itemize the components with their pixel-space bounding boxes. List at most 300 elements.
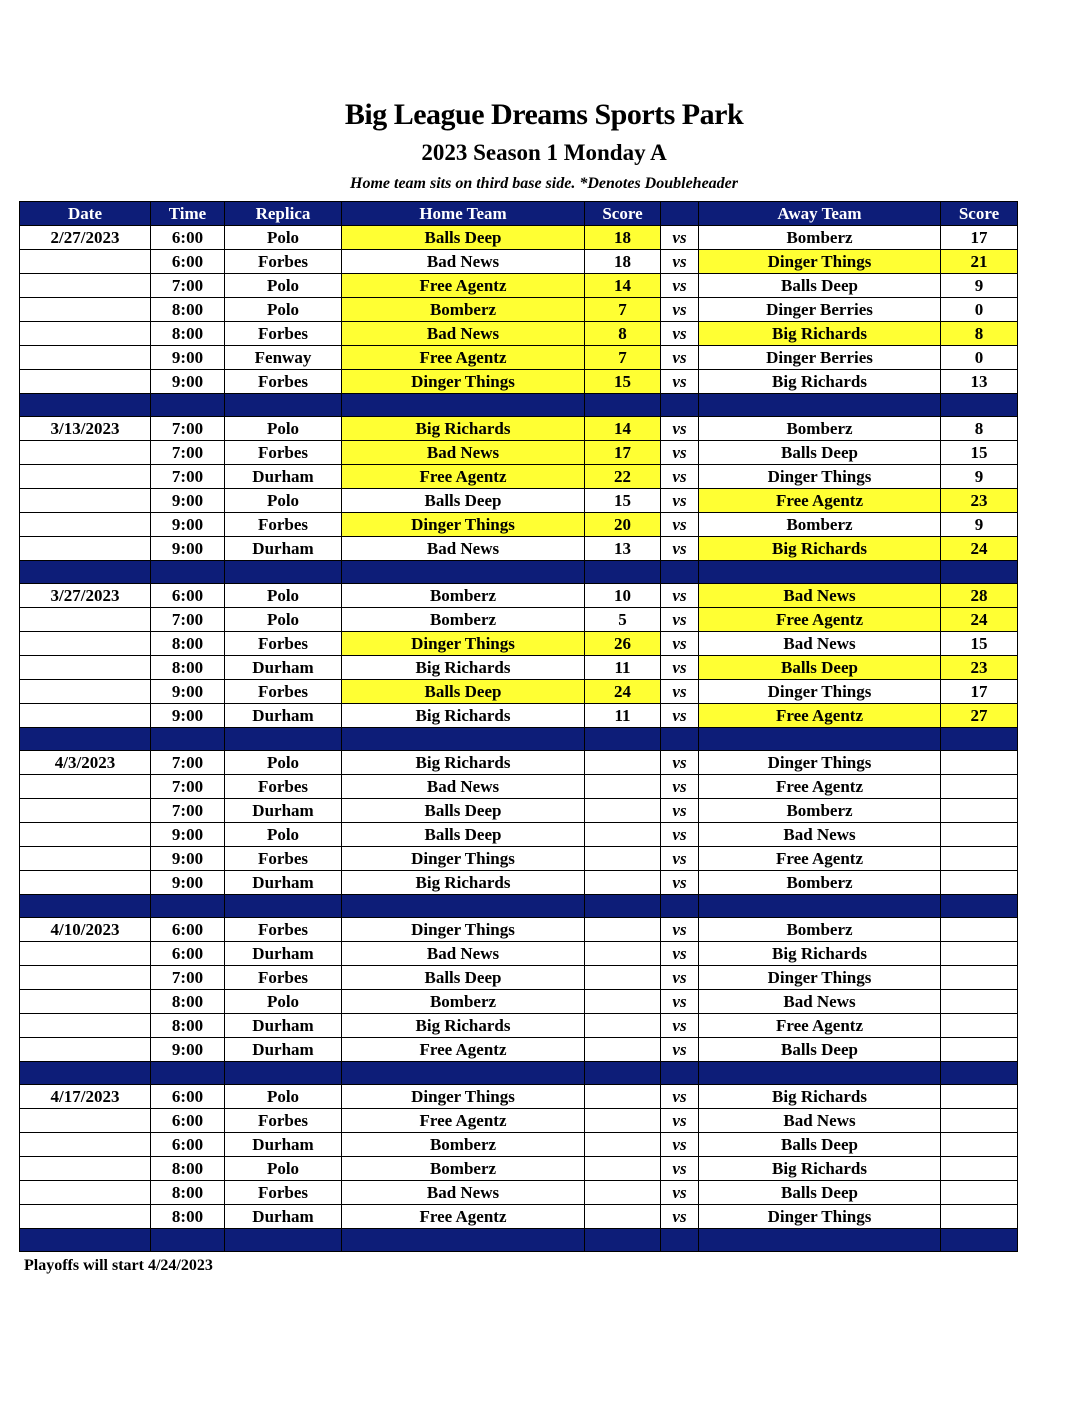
separator-cell — [699, 1229, 941, 1252]
game-date-empty — [20, 513, 151, 537]
game-date-empty — [20, 847, 151, 871]
game-time: 9:00 — [151, 847, 225, 871]
home-team: Balls Deep — [342, 680, 585, 704]
home-score — [585, 1109, 661, 1133]
home-score — [585, 966, 661, 990]
separator-cell — [225, 394, 342, 417]
game-date-empty — [20, 489, 151, 513]
home-team: Free Agentz — [342, 346, 585, 370]
table-row — [20, 584, 1018, 608]
home-score — [585, 775, 661, 799]
separator-cell — [342, 1229, 585, 1252]
schedule-table — [19, 201, 1018, 1252]
home-team: Bad News — [342, 322, 585, 346]
away-team: Big Richards — [699, 1085, 941, 1109]
game-time: 8:00 — [151, 1181, 225, 1205]
game-field: Durham — [225, 704, 342, 728]
home-score: 10 — [585, 584, 661, 608]
header-away-score: Score — [941, 202, 1018, 226]
away-score: 24 — [941, 608, 1018, 632]
away-team: Free Agentz — [699, 704, 941, 728]
home-score: 8 — [585, 322, 661, 346]
away-team: Balls Deep — [699, 1181, 941, 1205]
game-time: 9:00 — [151, 823, 225, 847]
game-time: 9:00 — [151, 704, 225, 728]
separator-cell — [342, 394, 585, 417]
vs-label: vs — [661, 584, 699, 608]
home-score — [585, 1133, 661, 1157]
game-time: 6:00 — [151, 942, 225, 966]
separator-cell — [661, 394, 699, 417]
vs-label: vs — [661, 966, 699, 990]
game-field: Durham — [225, 1038, 342, 1062]
game-date-empty — [20, 704, 151, 728]
away-team: Bad News — [699, 632, 941, 656]
away-team: Free Agentz — [699, 1014, 941, 1038]
separator-cell — [585, 394, 661, 417]
home-score — [585, 1205, 661, 1229]
separator-cell — [151, 895, 225, 918]
table-row — [20, 871, 1018, 895]
away-score — [941, 1133, 1018, 1157]
home-score: 20 — [585, 513, 661, 537]
game-field: Polo — [225, 608, 342, 632]
away-team: Bad News — [699, 823, 941, 847]
away-score — [941, 966, 1018, 990]
game-date-empty — [20, 775, 151, 799]
week-separator — [20, 561, 1018, 584]
home-score — [585, 1181, 661, 1205]
game-field: Durham — [225, 465, 342, 489]
game-field: Forbes — [225, 966, 342, 990]
game-date-empty — [20, 680, 151, 704]
away-score: 23 — [941, 656, 1018, 680]
vs-label: vs — [661, 1133, 699, 1157]
table-row — [20, 322, 1018, 346]
away-team: Dinger Things — [699, 680, 941, 704]
table-row — [20, 1157, 1018, 1181]
home-team: Big Richards — [342, 656, 585, 680]
separator-cell — [151, 728, 225, 751]
separator-cell — [151, 394, 225, 417]
home-team: Bad News — [342, 1181, 585, 1205]
separator-cell — [585, 561, 661, 584]
home-team: Bad News — [342, 250, 585, 274]
away-score — [941, 918, 1018, 942]
vs-label: vs — [661, 608, 699, 632]
separator-cell — [699, 1062, 941, 1085]
away-team: Dinger Berries — [699, 346, 941, 370]
away-team: Big Richards — [699, 370, 941, 394]
separator-cell — [342, 728, 585, 751]
table-row — [20, 489, 1018, 513]
vs-label: vs — [661, 1038, 699, 1062]
separator-cell — [225, 561, 342, 584]
away-score: 28 — [941, 584, 1018, 608]
game-time: 6:00 — [151, 1133, 225, 1157]
away-team: Bad News — [699, 990, 941, 1014]
game-time: 9:00 — [151, 1038, 225, 1062]
game-time: 6:00 — [151, 1109, 225, 1133]
home-score — [585, 823, 661, 847]
home-team: Big Richards — [342, 871, 585, 895]
away-score — [941, 1109, 1018, 1133]
game-time: 9:00 — [151, 489, 225, 513]
home-score: 15 — [585, 489, 661, 513]
vs-label: vs — [661, 990, 699, 1014]
home-team: Dinger Things — [342, 918, 585, 942]
game-time: 9:00 — [151, 346, 225, 370]
game-time: 7:00 — [151, 608, 225, 632]
separator-cell — [661, 895, 699, 918]
game-date-empty — [20, 370, 151, 394]
vs-label: vs — [661, 489, 699, 513]
game-field: Forbes — [225, 632, 342, 656]
home-score: 11 — [585, 656, 661, 680]
page-subtitle: 2023 Season 1 Monday A — [421, 140, 667, 165]
separator-cell — [585, 1062, 661, 1085]
home-team: Balls Deep — [342, 799, 585, 823]
away-score — [941, 1205, 1018, 1229]
table-row — [20, 823, 1018, 847]
vs-label: vs — [661, 1085, 699, 1109]
table-row — [20, 274, 1018, 298]
separator-cell — [225, 1062, 342, 1085]
home-team: Dinger Things — [342, 632, 585, 656]
away-team: Dinger Things — [699, 465, 941, 489]
away-score: 9 — [941, 513, 1018, 537]
game-time: 6:00 — [151, 226, 225, 250]
game-date: 4/10/2023 — [20, 918, 151, 942]
away-score — [941, 871, 1018, 895]
table-row — [20, 465, 1018, 489]
game-time: 7:00 — [151, 274, 225, 298]
separator-cell — [20, 1062, 151, 1085]
game-field: Polo — [225, 584, 342, 608]
away-team: Bomberz — [699, 871, 941, 895]
table-row — [20, 1085, 1018, 1109]
game-date-empty — [20, 322, 151, 346]
away-team: Big Richards — [699, 942, 941, 966]
game-field: Durham — [225, 656, 342, 680]
vs-label: vs — [661, 1181, 699, 1205]
week-separator — [20, 394, 1018, 417]
separator-cell — [225, 895, 342, 918]
away-score: 24 — [941, 537, 1018, 561]
away-score — [941, 1014, 1018, 1038]
game-field: Polo — [225, 751, 342, 775]
home-team: Bomberz — [342, 1157, 585, 1181]
separator-cell — [342, 895, 585, 918]
vs-label: vs — [661, 322, 699, 346]
table-row — [20, 226, 1018, 250]
vs-label: vs — [661, 417, 699, 441]
game-date-empty — [20, 799, 151, 823]
separator-cell — [585, 895, 661, 918]
home-score: 7 — [585, 346, 661, 370]
away-team: Balls Deep — [699, 274, 941, 298]
game-field: Forbes — [225, 1109, 342, 1133]
separator-cell — [699, 561, 941, 584]
game-field: Durham — [225, 871, 342, 895]
game-date-empty — [20, 1205, 151, 1229]
vs-label: vs — [661, 656, 699, 680]
game-time: 7:00 — [151, 751, 225, 775]
vs-label: vs — [661, 513, 699, 537]
table-row — [20, 704, 1018, 728]
vs-label: vs — [661, 799, 699, 823]
game-field: Polo — [225, 274, 342, 298]
away-score: 8 — [941, 322, 1018, 346]
game-field: Polo — [225, 1085, 342, 1109]
away-team: Dinger Things — [699, 966, 941, 990]
vs-label: vs — [661, 298, 699, 322]
game-field: Durham — [225, 1014, 342, 1038]
away-score — [941, 847, 1018, 871]
table-row — [20, 775, 1018, 799]
away-score — [941, 1157, 1018, 1181]
game-date-empty — [20, 537, 151, 561]
away-team: Free Agentz — [699, 608, 941, 632]
game-field: Polo — [225, 417, 342, 441]
table-row — [20, 1038, 1018, 1062]
game-time: 6:00 — [151, 1085, 225, 1109]
table-row — [20, 847, 1018, 871]
table-row — [20, 656, 1018, 680]
game-time: 8:00 — [151, 1014, 225, 1038]
home-score: 17 — [585, 441, 661, 465]
away-team: Bomberz — [699, 918, 941, 942]
game-date-empty — [20, 1038, 151, 1062]
table-row — [20, 250, 1018, 274]
table-row — [20, 799, 1018, 823]
home-team: Bad News — [342, 942, 585, 966]
separator-cell — [941, 1062, 1018, 1085]
home-score — [585, 847, 661, 871]
home-team: Dinger Things — [342, 513, 585, 537]
home-team: Big Richards — [342, 417, 585, 441]
game-field: Forbes — [225, 513, 342, 537]
home-score — [585, 1157, 661, 1181]
home-team: Big Richards — [342, 1014, 585, 1038]
home-score: 14 — [585, 274, 661, 298]
separator-cell — [941, 394, 1018, 417]
away-score: 8 — [941, 417, 1018, 441]
home-score: 22 — [585, 465, 661, 489]
home-team: Dinger Things — [342, 370, 585, 394]
away-team: Balls Deep — [699, 1038, 941, 1062]
separator-cell — [20, 394, 151, 417]
vs-label: vs — [661, 847, 699, 871]
separator-cell — [661, 728, 699, 751]
game-field: Polo — [225, 823, 342, 847]
table-row — [20, 298, 1018, 322]
home-team: Dinger Things — [342, 1085, 585, 1109]
vs-label: vs — [661, 871, 699, 895]
game-date: 3/27/2023 — [20, 584, 151, 608]
home-team: Bomberz — [342, 990, 585, 1014]
game-date-empty — [20, 942, 151, 966]
game-field: Durham — [225, 1205, 342, 1229]
away-team: Bomberz — [699, 417, 941, 441]
game-field: Polo — [225, 1157, 342, 1181]
game-time: 9:00 — [151, 871, 225, 895]
home-team: Balls Deep — [342, 489, 585, 513]
home-team: Free Agentz — [342, 1205, 585, 1229]
separator-cell — [585, 728, 661, 751]
week-separator — [20, 1229, 1018, 1252]
separator-cell — [151, 1229, 225, 1252]
game-field: Durham — [225, 537, 342, 561]
vs-label: vs — [661, 918, 699, 942]
home-score: 15 — [585, 370, 661, 394]
home-team: Balls Deep — [342, 823, 585, 847]
home-team: Big Richards — [342, 704, 585, 728]
home-score — [585, 1085, 661, 1109]
footer-note: Playoffs will start 4/24/2023 — [24, 1257, 213, 1274]
game-time: 8:00 — [151, 1157, 225, 1181]
game-field: Forbes — [225, 680, 342, 704]
away-team: Big Richards — [699, 322, 941, 346]
away-score: 0 — [941, 346, 1018, 370]
game-date-empty — [20, 1109, 151, 1133]
vs-label: vs — [661, 441, 699, 465]
schedule-body — [20, 226, 1018, 1252]
away-score — [941, 799, 1018, 823]
header-date: Date — [20, 202, 151, 226]
header-replica: Replica — [225, 202, 342, 226]
home-team: Bomberz — [342, 608, 585, 632]
game-date-empty — [20, 250, 151, 274]
away-team: Big Richards — [699, 537, 941, 561]
game-time: 8:00 — [151, 322, 225, 346]
game-date: 4/3/2023 — [20, 751, 151, 775]
table-row — [20, 1109, 1018, 1133]
game-time: 7:00 — [151, 417, 225, 441]
game-time: 8:00 — [151, 1205, 225, 1229]
week-separator — [20, 1062, 1018, 1085]
table-row — [20, 966, 1018, 990]
home-score: 26 — [585, 632, 661, 656]
home-score — [585, 871, 661, 895]
game-date: 2/27/2023 — [20, 226, 151, 250]
header-home-team: Home Team — [342, 202, 585, 226]
game-date-empty — [20, 465, 151, 489]
vs-label: vs — [661, 680, 699, 704]
home-score: 18 — [585, 250, 661, 274]
vs-label: vs — [661, 537, 699, 561]
game-field: Polo — [225, 990, 342, 1014]
game-date-empty — [20, 1133, 151, 1157]
game-time: 9:00 — [151, 680, 225, 704]
away-score: 15 — [941, 632, 1018, 656]
away-score: 13 — [941, 370, 1018, 394]
vs-label: vs — [661, 250, 699, 274]
vs-label: vs — [661, 274, 699, 298]
away-team: Big Richards — [699, 1157, 941, 1181]
schedule-note: Home team sits on third base side. *Denotes Doubleheader — [350, 175, 738, 192]
game-field: Forbes — [225, 847, 342, 871]
home-team: Bomberz — [342, 1133, 585, 1157]
home-score — [585, 1014, 661, 1038]
away-team: Dinger Berries — [699, 298, 941, 322]
home-team: Bomberz — [342, 298, 585, 322]
away-team: Free Agentz — [699, 489, 941, 513]
vs-label: vs — [661, 704, 699, 728]
game-date-empty — [20, 346, 151, 370]
week-separator — [20, 728, 1018, 751]
table-row — [20, 942, 1018, 966]
vs-label: vs — [661, 942, 699, 966]
home-score: 14 — [585, 417, 661, 441]
game-date-empty — [20, 990, 151, 1014]
game-field: Forbes — [225, 775, 342, 799]
table-header-row — [20, 202, 1018, 226]
header-time: Time — [151, 202, 225, 226]
home-score — [585, 942, 661, 966]
table-row — [20, 918, 1018, 942]
separator-cell — [941, 728, 1018, 751]
home-score — [585, 799, 661, 823]
away-score: 0 — [941, 298, 1018, 322]
away-team: Dinger Things — [699, 751, 941, 775]
game-field: Forbes — [225, 441, 342, 465]
game-field: Forbes — [225, 370, 342, 394]
table-row — [20, 441, 1018, 465]
home-team: Bad News — [342, 441, 585, 465]
home-team: Free Agentz — [342, 1109, 585, 1133]
game-date-empty — [20, 298, 151, 322]
away-team: Free Agentz — [699, 775, 941, 799]
separator-cell — [151, 561, 225, 584]
away-team: Bomberz — [699, 799, 941, 823]
vs-label: vs — [661, 346, 699, 370]
separator-cell — [941, 895, 1018, 918]
home-score — [585, 990, 661, 1014]
game-field: Polo — [225, 226, 342, 250]
game-time: 6:00 — [151, 250, 225, 274]
game-time: 7:00 — [151, 441, 225, 465]
game-time: 7:00 — [151, 966, 225, 990]
away-score — [941, 1181, 1018, 1205]
game-field: Durham — [225, 1133, 342, 1157]
table-row — [20, 1014, 1018, 1038]
vs-label: vs — [661, 465, 699, 489]
table-row — [20, 990, 1018, 1014]
home-team: Bad News — [342, 537, 585, 561]
game-field: Forbes — [225, 250, 342, 274]
game-time: 8:00 — [151, 298, 225, 322]
away-score: 17 — [941, 680, 1018, 704]
game-time: 8:00 — [151, 656, 225, 680]
table-row — [20, 370, 1018, 394]
game-time: 9:00 — [151, 537, 225, 561]
header-vs — [661, 202, 699, 226]
separator-cell — [661, 561, 699, 584]
game-field: Durham — [225, 942, 342, 966]
away-team: Dinger Things — [699, 1205, 941, 1229]
game-time: 8:00 — [151, 632, 225, 656]
home-score: 11 — [585, 704, 661, 728]
week-separator — [20, 895, 1018, 918]
separator-cell — [20, 1229, 151, 1252]
separator-cell — [661, 1229, 699, 1252]
game-time: 7:00 — [151, 465, 225, 489]
away-team: Free Agentz — [699, 847, 941, 871]
game-time: 6:00 — [151, 584, 225, 608]
game-time: 7:00 — [151, 799, 225, 823]
game-date-empty — [20, 441, 151, 465]
